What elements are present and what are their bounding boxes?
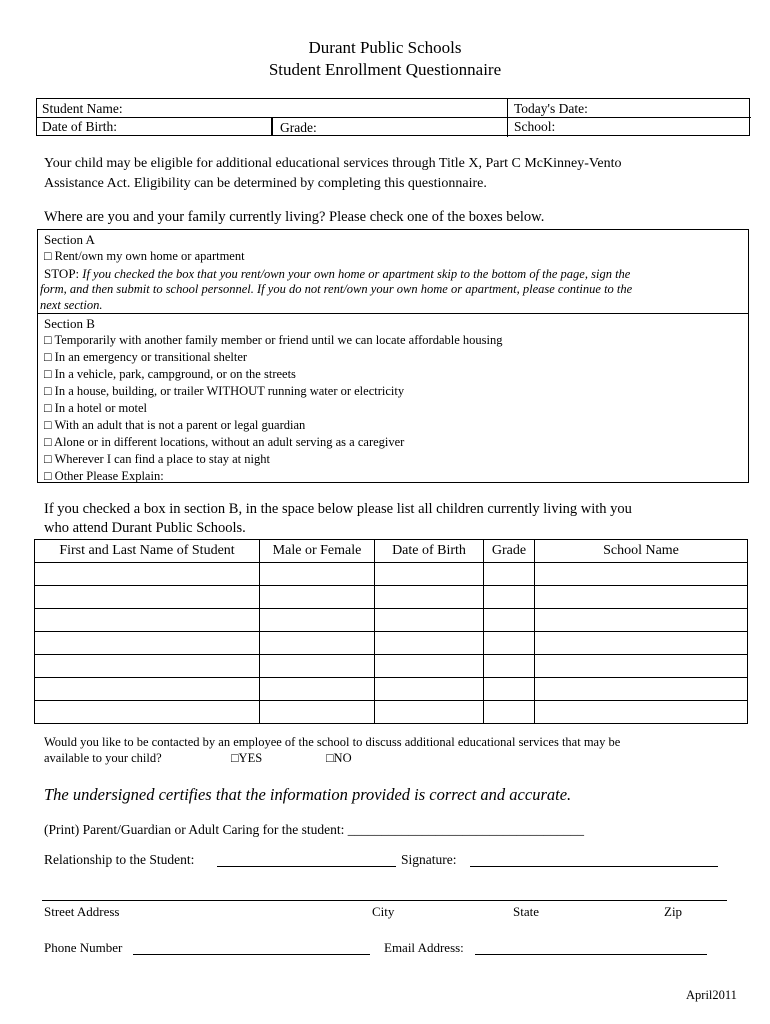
table-row (35, 563, 748, 586)
option-non-guardian[interactable]: □ With an adult that is not a parent or legal guardian (44, 418, 306, 432)
table-cell[interactable] (375, 701, 484, 724)
form-title: Student Enrollment Questionnaire (268, 60, 502, 79)
table-cell[interactable] (35, 678, 260, 701)
district-title: Durant Public Schools (308, 38, 462, 57)
table-cell[interactable] (260, 586, 375, 609)
option-alone[interactable]: □ Alone or in different locations, without an adult serving as a caregiver (44, 435, 405, 449)
street-address-label: Street Address (44, 904, 120, 919)
table-row (35, 586, 748, 609)
table-cell[interactable] (535, 632, 748, 655)
option-temporarily[interactable]: □ Temporarily with another family member or friend until we can locate affordable housing (44, 333, 503, 347)
table-cell[interactable] (260, 609, 375, 632)
col-grade-header: Grade (484, 540, 535, 563)
table-cell[interactable] (484, 586, 535, 609)
contact-yes-checkbox[interactable]: □YES (231, 751, 263, 765)
children-table (34, 539, 748, 724)
table-cell[interactable] (260, 632, 375, 655)
grade-label: Grade: (280, 120, 317, 135)
col-school-header: School Name (535, 540, 748, 563)
contact-question-2: available to your child? (44, 751, 162, 765)
table-cell[interactable] (35, 586, 260, 609)
table-cell[interactable] (260, 655, 375, 678)
city-label: City (372, 904, 395, 919)
table-cell[interactable] (535, 586, 748, 609)
phone-field[interactable] (133, 940, 370, 955)
stop-label: STOP: (44, 266, 80, 281)
table-cell[interactable] (35, 563, 260, 586)
school-label: School: (514, 119, 556, 134)
table-cell[interactable] (260, 701, 375, 724)
table-cell[interactable] (375, 655, 484, 678)
col-name-header: First and Last Name of Student (35, 540, 260, 563)
option-other[interactable]: □ Other Please Explain: (44, 469, 164, 483)
state-label: State (513, 904, 539, 919)
option-shelter[interactable]: □ In an emergency or transitional shelter (44, 350, 248, 364)
col-gender-header: Male or Female (260, 540, 375, 563)
table-cell[interactable] (260, 563, 375, 586)
table-cell[interactable] (535, 563, 748, 586)
section-b-title: Section B (44, 316, 95, 331)
table-cell[interactable] (35, 632, 260, 655)
student-info-box (36, 98, 750, 136)
relationship-label: Relationship to the Student: (44, 852, 195, 867)
signature-label: Signature: (401, 852, 457, 867)
living-question: Where are you and your family currently living? Please check one of the boxes below. (44, 209, 545, 225)
children-intro-1: If you checked a box in section B, in the space below please list all children currently living with you (44, 501, 632, 517)
table-row (35, 655, 748, 678)
row-divider (37, 117, 751, 118)
table-cell[interactable] (535, 701, 748, 724)
table-cell[interactable] (484, 678, 535, 701)
table-row (35, 701, 748, 724)
certify-statement: The undersigned certifies that the information provided is correct and accurate. (44, 785, 572, 804)
relationship-field[interactable] (217, 852, 396, 867)
zip-label: Zip (664, 904, 683, 919)
table-cell[interactable] (484, 609, 535, 632)
email-field[interactable] (475, 940, 707, 955)
children-table-header (35, 540, 748, 563)
section-a-title: Section A (44, 232, 95, 247)
table-row (35, 632, 748, 655)
option-hotel[interactable]: □ In a hotel or motel (44, 401, 148, 415)
contact-no-checkbox[interactable]: □NO (326, 751, 352, 765)
todays-date-label: Today's Date: (514, 101, 588, 116)
print-name-field[interactable]: (Print) Parent/Guardian or Adult Caring for the student: ___________________________________ (44, 822, 584, 837)
col-dob-header: Date of Birth (375, 540, 484, 563)
table-cell[interactable] (375, 563, 484, 586)
table-cell[interactable] (35, 701, 260, 724)
table-cell[interactable] (535, 678, 748, 701)
phone-label: Phone Number (44, 940, 123, 955)
section-a-option: □ Rent/own my own home or apartment (44, 249, 245, 263)
table-cell[interactable] (535, 655, 748, 678)
table-cell[interactable] (375, 609, 484, 632)
email-label: Email Address: (384, 940, 464, 955)
intro-line-2: Assistance Act. Eligibility can be determined by completing this questionnaire. (44, 176, 487, 191)
stop-instruction-2: form, and then submit to school personnel. If you do not rent/own your own home or apartment, please continue to the (40, 282, 633, 296)
section-b-box (37, 313, 749, 483)
contact-question-1: Would you like to be contacted by an employee of the school to discuss additional educational services that may be (44, 735, 621, 749)
table-row (35, 609, 748, 632)
stop-text-1: If you checked the box that you rent/own your own home or apartment skip to the bottom of the page, sign the (82, 267, 631, 281)
table-cell[interactable] (535, 609, 748, 632)
section-a-box (37, 229, 749, 314)
table-cell[interactable] (484, 563, 535, 586)
table-row (35, 678, 748, 701)
option-wherever[interactable]: □ Wherever I can find a place to stay at night (44, 452, 270, 466)
children-intro-2: who attend Durant Public Schools. (44, 520, 246, 536)
option-vehicle[interactable]: □ In a vehicle, park, campground, or on the streets (44, 367, 296, 381)
revision-date: April2011 (686, 988, 737, 1002)
table-cell[interactable] (375, 586, 484, 609)
table-cell[interactable] (484, 632, 535, 655)
children-table-body (35, 563, 748, 724)
option-no-utilities[interactable]: □ In a house, building, or trailer WITHOUT running water or electricity (44, 384, 405, 398)
table-cell[interactable] (260, 678, 375, 701)
student-name-label: Student Name: (42, 101, 123, 116)
stop-instruction-3: next section. (40, 298, 103, 312)
table-cell[interactable] (484, 655, 535, 678)
intro-line-1: Your child may be eligible for additional educational services through Title X, Part C McKinney-Vento (44, 156, 622, 171)
signature-field[interactable] (470, 852, 718, 867)
table-cell[interactable] (484, 701, 535, 724)
column-divider (507, 99, 508, 137)
table-cell[interactable] (35, 655, 260, 678)
table-cell[interactable] (375, 632, 484, 655)
dob-label: Date of Birth: (42, 119, 117, 134)
table-cell[interactable] (35, 609, 260, 632)
grade-divider (271, 117, 273, 135)
table-cell[interactable] (375, 678, 484, 701)
address-line[interactable] (42, 900, 727, 901)
